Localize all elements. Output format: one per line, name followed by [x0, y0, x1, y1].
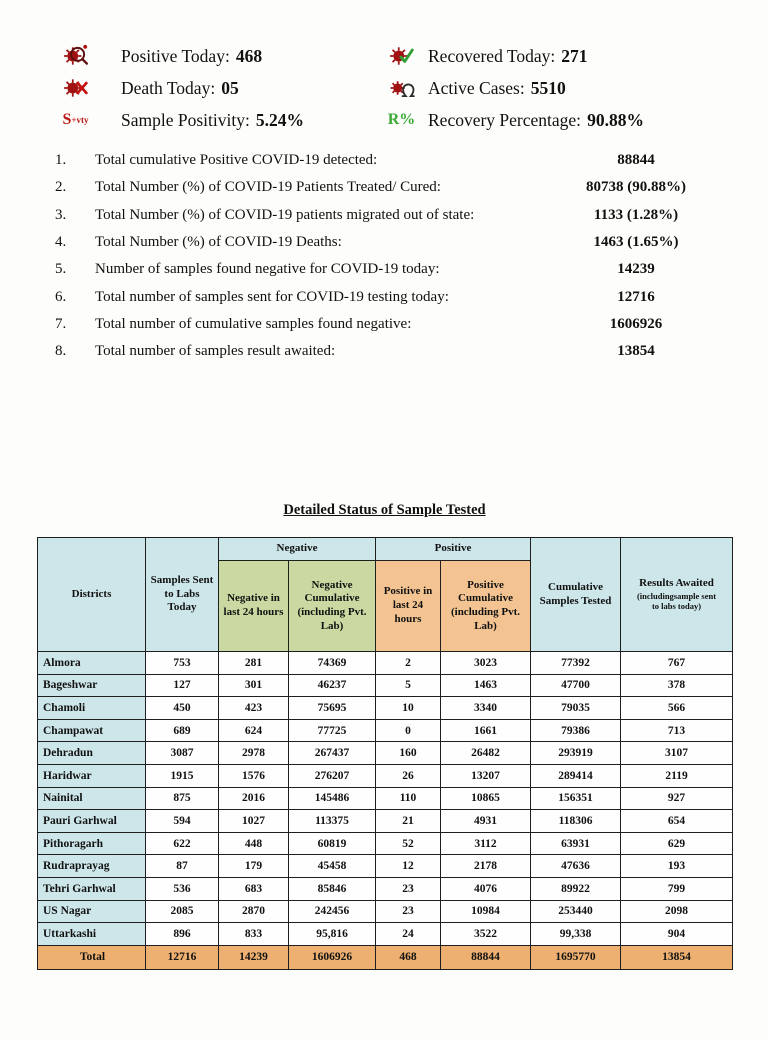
value-cell: 799 [621, 877, 733, 900]
total-label-cell: Total [38, 945, 146, 969]
summary-label: Active Cases: [428, 77, 525, 98]
value-cell: 110 [376, 787, 441, 810]
value-cell: 63931 [531, 832, 621, 855]
value-cell: 468 [376, 945, 441, 969]
value-cell: 2 [376, 652, 441, 675]
value-cell: 45458 [289, 855, 376, 878]
value-cell: 293919 [531, 742, 621, 765]
value-cell: 1695770 [531, 945, 621, 969]
virus-search-icon [62, 43, 89, 69]
value-cell: 2870 [219, 900, 289, 923]
summary-recovered-today [388, 40, 644, 72]
value-cell: 289414 [531, 764, 621, 787]
value-cell: 2119 [621, 764, 733, 787]
summary-text [121, 46, 262, 67]
value-cell: 79035 [531, 697, 621, 720]
recovery-percentage-icon: R% [387, 111, 416, 128]
value-cell: 87 [146, 855, 219, 878]
district-cell: Champawat [38, 719, 146, 742]
table-row [38, 877, 733, 900]
table-row [38, 764, 733, 787]
summary-value: 271 [561, 45, 588, 66]
value-cell: 689 [146, 719, 219, 742]
district-cell: Nainital [38, 787, 146, 810]
table-row [38, 697, 733, 720]
value-cell: 193 [621, 855, 733, 878]
value-cell: 77392 [531, 652, 621, 675]
value-cell: 2978 [219, 742, 289, 765]
value-cell: 160 [376, 742, 441, 765]
value-cell: 2098 [621, 900, 733, 923]
value-cell: 875 [146, 787, 219, 810]
value-cell: 1463 [441, 674, 531, 697]
value-cell: 118306 [531, 810, 621, 833]
value-cell: 1027 [219, 810, 289, 833]
value-cell: 1606926 [289, 945, 376, 969]
table-row [38, 900, 733, 923]
value-cell: 10984 [441, 900, 531, 923]
table-row [38, 855, 733, 878]
value-cell: 23 [376, 877, 441, 900]
col-header-positive-24h: Positive in last 24 hours [376, 561, 441, 652]
value-cell: 12 [376, 855, 441, 878]
summary-sample-positivity [62, 104, 388, 136]
table-total-row [38, 945, 733, 969]
col-header-negative-cumulative: Negative Cumulative (including Pvt. Lab) [289, 561, 376, 652]
value-cell: 276207 [289, 764, 376, 787]
value-cell: 450 [146, 697, 219, 720]
summary-label: Recovery Percentage: [428, 109, 582, 130]
value-cell: 4931 [441, 810, 531, 833]
value-cell: 12716 [146, 945, 219, 969]
stat-row: 8. Total number of samples result awaited: 13854 [55, 343, 655, 360]
value-cell: 47636 [531, 855, 621, 878]
summary-text [121, 110, 304, 131]
value-cell: 536 [146, 877, 219, 900]
district-cell: Pithoragarh [38, 832, 146, 855]
value-cell: 683 [219, 877, 289, 900]
district-cell: Bageshwar [38, 674, 146, 697]
value-cell: 896 [146, 923, 219, 946]
value-cell: 13207 [441, 764, 531, 787]
value-cell: 14239 [219, 945, 289, 969]
sample-positivity-icon: S +vty [62, 111, 89, 128]
table-row [38, 787, 733, 810]
stat-row: 2. Total Number (%) of COVID-19 Patients Treated/ Cured: 80738 (90.88%) [55, 179, 686, 196]
value-cell: 88844 [441, 945, 531, 969]
value-cell: 74369 [289, 652, 376, 675]
value-cell: 4076 [441, 877, 531, 900]
stat-row: 1. Total cumulative Positive COVID-19 detected: 88844 [55, 152, 655, 169]
value-cell: 629 [621, 832, 733, 855]
table-row [38, 923, 733, 946]
value-cell: 113375 [289, 810, 376, 833]
summary-panel [62, 40, 644, 136]
table-row [38, 742, 733, 765]
summary-right-column [388, 40, 644, 136]
value-cell: 713 [621, 719, 733, 742]
summary-active-cases [388, 72, 644, 104]
summary-text [428, 110, 644, 131]
district-cell: Tehri Garhwal [38, 877, 146, 900]
value-cell: 448 [219, 832, 289, 855]
value-cell: 767 [621, 652, 733, 675]
district-cell: Haridwar [38, 764, 146, 787]
col-group-positive: Positive [376, 538, 531, 561]
table-row [38, 652, 733, 675]
col-header-negative-24h: Negative in last 24 hours [219, 561, 289, 652]
value-cell: 26482 [441, 742, 531, 765]
summary-value: 90.88% [587, 109, 644, 130]
value-cell: 1915 [146, 764, 219, 787]
value-cell: 60819 [289, 832, 376, 855]
value-cell: 89922 [531, 877, 621, 900]
summary-text [428, 78, 566, 99]
summary-label: Recovered Today: [428, 45, 556, 66]
value-cell: 3340 [441, 697, 531, 720]
value-cell: 3107 [621, 742, 733, 765]
value-cell: 1576 [219, 764, 289, 787]
value-cell: 85846 [289, 877, 376, 900]
value-cell: 594 [146, 810, 219, 833]
table-title: Detailed Status of Sample Tested [283, 502, 486, 518]
value-cell: 10 [376, 697, 441, 720]
summary-value: 05 [221, 77, 239, 98]
virus-omega-icon [388, 75, 415, 101]
table-row [38, 719, 733, 742]
summary-value: 5.24% [255, 109, 304, 130]
value-cell: 753 [146, 652, 219, 675]
district-cell: Chamoli [38, 697, 146, 720]
summary-value: 468 [235, 45, 263, 66]
value-cell: 99,338 [531, 923, 621, 946]
summary-recovery-percentage [388, 104, 644, 136]
stat-row: 4. Total Number (%) of COVID-19 Deaths: 1463 (1.65%) [55, 234, 679, 251]
results-awaited-note: (includingsample sent to labs today) [636, 591, 717, 611]
value-cell: 2178 [441, 855, 531, 878]
value-cell: 26 [376, 764, 441, 787]
value-cell: 253440 [531, 900, 621, 923]
value-cell: 242456 [289, 900, 376, 923]
col-header-districts: Districts [38, 538, 146, 652]
value-cell: 3522 [441, 923, 531, 946]
stat-row: 6. Total number of samples sent for COVID-19 testing today: 12716 [55, 288, 655, 305]
district-cell: Uttarkashi [38, 923, 146, 946]
summary-label: Positive Today: [121, 45, 230, 66]
value-cell: 23 [376, 900, 441, 923]
district-cell: Pauri Garhwal [38, 810, 146, 833]
value-cell: 624 [219, 719, 289, 742]
value-cell: 2085 [146, 900, 219, 923]
value-cell: 10865 [441, 787, 531, 810]
value-cell: 52 [376, 832, 441, 855]
value-cell: 5 [376, 674, 441, 697]
summary-text [428, 46, 587, 67]
value-cell: 3087 [146, 742, 219, 765]
table-row [38, 674, 733, 697]
value-cell: 1661 [441, 719, 531, 742]
col-group-negative: Negative [219, 538, 376, 561]
col-header-cumulative-tested: Cumulative Samples Tested [531, 538, 621, 652]
value-cell: 301 [219, 674, 289, 697]
results-awaited-label: Results Awaited [639, 577, 714, 590]
value-cell: 654 [621, 810, 733, 833]
col-header-samples-sent: Samples Sent to Labs Today [146, 538, 219, 652]
value-cell: 47700 [531, 674, 621, 697]
table-row [38, 810, 733, 833]
value-cell: 267437 [289, 742, 376, 765]
value-cell: 179 [219, 855, 289, 878]
virus-cross-icon [62, 75, 89, 101]
value-cell: 0 [376, 719, 441, 742]
stat-row: 5. Number of samples found negative for COVID-19 today: 14239 [55, 261, 655, 278]
district-cell: US Nagar [38, 900, 146, 923]
value-cell: 3112 [441, 832, 531, 855]
virus-check-icon [388, 43, 415, 69]
value-cell: 46237 [289, 674, 376, 697]
value-cell: 281 [219, 652, 289, 675]
value-cell: 24 [376, 923, 441, 946]
summary-label: Sample Positivity: [121, 109, 250, 130]
district-cell: Almora [38, 652, 146, 675]
value-cell: 79386 [531, 719, 621, 742]
summary-text [121, 78, 239, 99]
summary-value: 5510 [530, 77, 566, 98]
value-cell: 378 [621, 674, 733, 697]
summary-positive-today [62, 40, 388, 72]
cumulative-stats-list [55, 147, 731, 365]
value-cell: 2016 [219, 787, 289, 810]
summary-label: Death Today: [121, 77, 216, 98]
value-cell: 77725 [289, 719, 376, 742]
col-header-positive-cumulative: Positive Cumulative (including Pvt. Lab) [441, 561, 531, 652]
value-cell: 145486 [289, 787, 376, 810]
value-cell: 156351 [531, 787, 621, 810]
summary-death-today [62, 72, 388, 104]
stat-row: 3. Total Number (%) of COVID-19 patients migrated out of state: 1133 (1.28%) [55, 206, 679, 223]
value-cell: 95,816 [289, 923, 376, 946]
summary-left-column [62, 40, 388, 136]
value-cell: 423 [219, 697, 289, 720]
value-cell: 833 [219, 923, 289, 946]
value-cell: 13854 [621, 945, 733, 969]
value-cell: 566 [621, 697, 733, 720]
value-cell: 75695 [289, 697, 376, 720]
district-cell: Dehradun [38, 742, 146, 765]
sample-status-table [37, 537, 733, 970]
value-cell: 622 [146, 832, 219, 855]
district-cell: Rudraprayag [38, 855, 146, 878]
value-cell: 3023 [441, 652, 531, 675]
col-header-results-awaited [621, 538, 733, 652]
value-cell: 21 [376, 810, 441, 833]
value-cell: 904 [621, 923, 733, 946]
table-row [38, 832, 733, 855]
stat-row: 7. Total number of cumulative samples found negative: 1606926 [55, 315, 663, 332]
value-cell: 927 [621, 787, 733, 810]
value-cell: 127 [146, 674, 219, 697]
